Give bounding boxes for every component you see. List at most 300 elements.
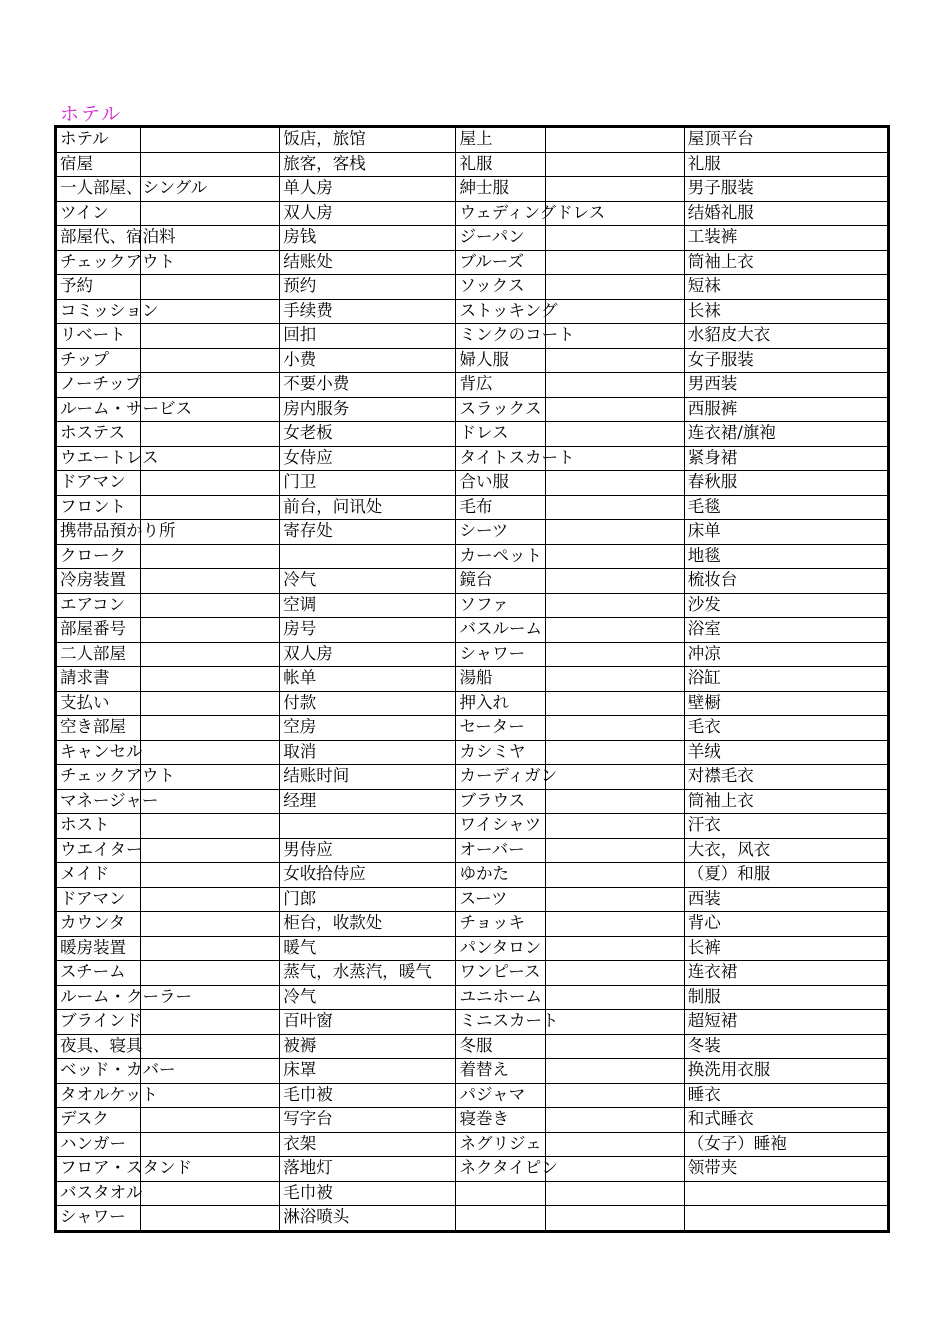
chinese-term: 浴室 [684, 618, 888, 643]
chinese-term: 门郎 [280, 887, 456, 912]
chinese-term: 制服 [684, 985, 888, 1010]
chinese-term: 梳妆台 [684, 569, 888, 594]
chinese-term: 床罩 [280, 1059, 456, 1084]
table-row [56, 226, 889, 251]
chinese-term: 短袜 [684, 275, 888, 300]
table-row [56, 1181, 889, 1206]
spacer-cell [141, 1010, 280, 1035]
japanese-term: カシミヤ [456, 740, 545, 765]
japanese-term: 紳士服 [456, 177, 545, 202]
japanese-term: ウェディングドレス [456, 201, 545, 226]
japanese-term: 礼服 [456, 152, 545, 177]
chinese-term: 冲凉 [684, 642, 888, 667]
japanese-term: ワイシャツ [456, 814, 545, 839]
chinese-term: 空房 [280, 716, 456, 741]
japanese-term: 押入れ [456, 691, 545, 716]
spacer-cell [141, 667, 280, 692]
chinese-term: 双人房 [280, 201, 456, 226]
japanese-term: シーツ [456, 520, 545, 545]
japanese-term: タイトスカート [456, 446, 545, 471]
spacer-cell [545, 544, 684, 569]
spacer-cell [545, 863, 684, 888]
japanese-term: メイド [56, 863, 141, 888]
japanese-term: ミニスカート [456, 1010, 545, 1035]
chinese-term: 长袜 [684, 299, 888, 324]
japanese-term: クローク [56, 544, 141, 569]
spacer-cell [545, 765, 684, 790]
spacer-cell [545, 226, 684, 251]
japanese-term: 婦人服 [456, 348, 545, 373]
japanese-term: チェックアウト [56, 250, 141, 275]
japanese-term: 暖房装置 [56, 936, 141, 961]
chinese-term: 紧身裙 [684, 446, 888, 471]
table-row [56, 569, 889, 594]
chinese-term: 帐单 [280, 667, 456, 692]
vocabulary-table [54, 125, 890, 1233]
spacer-cell [141, 471, 280, 496]
japanese-term: バスルーム [456, 618, 545, 643]
japanese-term: ルーム・クーラー [56, 985, 141, 1010]
table-row [56, 814, 889, 839]
japanese-term: 冷房装置 [56, 569, 141, 594]
japanese-term: ブルーズ [456, 250, 545, 275]
chinese-term: 汗衣 [684, 814, 888, 839]
japanese-term: ホスト [56, 814, 141, 839]
chinese-term: 前台，问讯处 [280, 495, 456, 520]
japanese-term: 鏡台 [456, 569, 545, 594]
chinese-term: 手续费 [280, 299, 456, 324]
spacer-cell [141, 716, 280, 741]
japanese-term: ソックス [456, 275, 545, 300]
japanese-term: パンタロン [456, 936, 545, 961]
japanese-term: 宿屋 [56, 152, 141, 177]
chinese-term: 房号 [280, 618, 456, 643]
japanese-term: キャンセル [56, 740, 141, 765]
chinese-term: 结婚礼服 [684, 201, 888, 226]
chinese-term [280, 544, 456, 569]
table-row [56, 250, 889, 275]
japanese-term: ネグリジェ [456, 1132, 545, 1157]
chinese-term: 饭店，旅馆 [280, 127, 456, 153]
chinese-term: 双人房 [280, 642, 456, 667]
table-row [56, 127, 889, 153]
japanese-term: チェックアウト [56, 765, 141, 790]
chinese-term: 落地灯 [280, 1157, 456, 1182]
japanese-term [456, 1181, 545, 1206]
spacer-cell [545, 961, 684, 986]
table-row [56, 618, 889, 643]
chinese-term: 女侍应 [280, 446, 456, 471]
spacer-cell [141, 863, 280, 888]
spacer-cell [141, 544, 280, 569]
spacer-cell [545, 1010, 684, 1035]
spacer-cell [141, 1181, 280, 1206]
chinese-term: 单人房 [280, 177, 456, 202]
table-row [56, 177, 889, 202]
table-row [56, 324, 889, 349]
chinese-term: 结账时间 [280, 765, 456, 790]
chinese-term: 西服裤 [684, 397, 888, 422]
japanese-term: ゆかた [456, 863, 545, 888]
chinese-term: 筒袖上衣 [684, 789, 888, 814]
spacer-cell [545, 177, 684, 202]
japanese-term: ブラウス [456, 789, 545, 814]
chinese-term: 女老板 [280, 422, 456, 447]
japanese-term: ブラインド [56, 1010, 141, 1035]
japanese-term: バスタオル [56, 1181, 141, 1206]
chinese-term: 房钱 [280, 226, 456, 251]
japanese-term: ジーパン [456, 226, 545, 251]
spacer-cell [545, 1181, 684, 1206]
chinese-term: 毛毯 [684, 495, 888, 520]
chinese-term: 连衣裙 [684, 961, 888, 986]
table-row [56, 495, 889, 520]
spacer-cell [545, 1083, 684, 1108]
spacer-cell [545, 250, 684, 275]
japanese-term: ウエートレス [56, 446, 141, 471]
spacer-cell [141, 569, 280, 594]
table-row [56, 275, 889, 300]
japanese-term: スチーム [56, 961, 141, 986]
table-row [56, 373, 889, 398]
japanese-term: 部屋番号 [56, 618, 141, 643]
table-row [56, 471, 889, 496]
japanese-term: ツイン [56, 201, 141, 226]
japanese-term: エアコン [56, 593, 141, 618]
spacer-cell [545, 569, 684, 594]
spacer-cell [141, 1083, 280, 1108]
chinese-term: 寄存处 [280, 520, 456, 545]
chinese-term: 春秋服 [684, 471, 888, 496]
chinese-term: 蒸气，水蒸汽，暖气 [280, 961, 456, 986]
spacer-cell [141, 422, 280, 447]
japanese-term: ベッド・カバー [56, 1059, 141, 1084]
chinese-term: 衣架 [280, 1132, 456, 1157]
spacer-cell [141, 299, 280, 324]
table-row [56, 1034, 889, 1059]
spacer-cell [141, 373, 280, 398]
japanese-term: ハンガー [56, 1132, 141, 1157]
table-row [56, 912, 889, 937]
japanese-term [456, 1206, 545, 1232]
spacer-cell [545, 520, 684, 545]
spacer-cell [545, 348, 684, 373]
japanese-term: 請求書 [56, 667, 141, 692]
japanese-term: スーツ [456, 887, 545, 912]
spacer-cell [141, 961, 280, 986]
spacer-cell [545, 1206, 684, 1232]
spacer-cell [545, 397, 684, 422]
japanese-term: 予約 [56, 275, 141, 300]
japanese-term: チップ [56, 348, 141, 373]
spacer-cell [141, 201, 280, 226]
spacer-cell [545, 1132, 684, 1157]
japanese-term: コミッション [56, 299, 141, 324]
japanese-term: フロント [56, 495, 141, 520]
chinese-term: 长裤 [684, 936, 888, 961]
japanese-term: カーディガン [456, 765, 545, 790]
spacer-cell [141, 446, 280, 471]
chinese-term: 床单 [684, 520, 888, 545]
chinese-term: 冷气 [280, 569, 456, 594]
chinese-term: 水貂皮大衣 [684, 324, 888, 349]
japanese-term: デスク [56, 1108, 141, 1133]
chinese-term [684, 1181, 888, 1206]
table-row [56, 422, 889, 447]
chinese-term: 门卫 [280, 471, 456, 496]
japanese-term: 屋上 [456, 127, 545, 153]
chinese-term: 男侍应 [280, 838, 456, 863]
japanese-term: ユニホーム [456, 985, 545, 1010]
japanese-term: カウンタ [56, 912, 141, 937]
spacer-cell [545, 667, 684, 692]
japanese-term: カーペット [456, 544, 545, 569]
chinese-term: 女收拾侍应 [280, 863, 456, 888]
chinese-term: 筒袖上衣 [684, 250, 888, 275]
spacer-cell [545, 642, 684, 667]
spacer-cell [545, 985, 684, 1010]
japanese-term: セーター [456, 716, 545, 741]
spacer-cell [545, 275, 684, 300]
chinese-term: 大衣，风衣 [684, 838, 888, 863]
table-row [56, 520, 889, 545]
japanese-term: オーバー [456, 838, 545, 863]
spacer-cell [141, 495, 280, 520]
table-row [56, 1059, 889, 1084]
chinese-term: 浴缸 [684, 667, 888, 692]
chinese-term: 毛巾被 [280, 1083, 456, 1108]
spacer-cell [545, 838, 684, 863]
japanese-term: ワンピース [456, 961, 545, 986]
japanese-term: ネクタイピン [456, 1157, 545, 1182]
chinese-term: 礼服 [684, 152, 888, 177]
japanese-term: ウエイター [56, 838, 141, 863]
chinese-term: 冷气 [280, 985, 456, 1010]
spacer-cell [141, 838, 280, 863]
spacer-cell [545, 373, 684, 398]
japanese-term: ストッキング [456, 299, 545, 324]
spacer-cell [141, 348, 280, 373]
spacer-cell [545, 471, 684, 496]
table-row [56, 667, 889, 692]
japanese-term: 合い服 [456, 471, 545, 496]
chinese-term: 男西装 [684, 373, 888, 398]
japanese-term: ソファ [456, 593, 545, 618]
chinese-term: 毛衣 [684, 716, 888, 741]
chinese-term: 羊绒 [684, 740, 888, 765]
spacer-cell [141, 887, 280, 912]
japanese-term: 部屋代、宿泊料 [56, 226, 141, 251]
chinese-term: 壁橱 [684, 691, 888, 716]
japanese-term: 携帯品預かり所 [56, 520, 141, 545]
table-row [56, 716, 889, 741]
table-row [56, 152, 889, 177]
chinese-term: 回扣 [280, 324, 456, 349]
japanese-term: 着替え [456, 1059, 545, 1084]
chinese-term: 写字台 [280, 1108, 456, 1133]
table-row [56, 201, 889, 226]
spacer-cell [141, 912, 280, 937]
chinese-term: 超短裙 [684, 1010, 888, 1035]
spacer-cell [141, 1108, 280, 1133]
table-row [56, 691, 889, 716]
chinese-term: 预约 [280, 275, 456, 300]
spacer-cell [545, 912, 684, 937]
table-row [56, 789, 889, 814]
table-row [56, 765, 889, 790]
chinese-term: 付款 [280, 691, 456, 716]
chinese-term: 空调 [280, 593, 456, 618]
japanese-term: パジャマ [456, 1083, 545, 1108]
spacer-cell [141, 618, 280, 643]
table-row [56, 1206, 889, 1232]
japanese-term: 毛布 [456, 495, 545, 520]
japanese-term: 空き部屋 [56, 716, 141, 741]
spacer-cell [545, 422, 684, 447]
chinese-term: 结账处 [280, 250, 456, 275]
chinese-term: 男子服装 [684, 177, 888, 202]
chinese-term: 屋顶平台 [684, 127, 888, 153]
spacer-cell [141, 127, 280, 153]
spacer-cell [141, 642, 280, 667]
japanese-term: 湯船 [456, 667, 545, 692]
chinese-term: 领带夹 [684, 1157, 888, 1182]
chinese-term: 背心 [684, 912, 888, 937]
japanese-term: 冬服 [456, 1034, 545, 1059]
chinese-term [684, 1206, 888, 1232]
japanese-term: フロア・スタンド [56, 1157, 141, 1182]
spacer-cell [141, 814, 280, 839]
spacer-cell [141, 936, 280, 961]
japanese-term: 二人部屋 [56, 642, 141, 667]
chinese-term: 睡衣 [684, 1083, 888, 1108]
japanese-term: リベート [56, 324, 141, 349]
chinese-term: 西装 [684, 887, 888, 912]
table-row [56, 863, 889, 888]
japanese-term: 背広 [456, 373, 545, 398]
japanese-term: タオルケット [56, 1083, 141, 1108]
chinese-term: 取消 [280, 740, 456, 765]
table-row [56, 593, 889, 618]
chinese-term: 沙发 [684, 593, 888, 618]
spacer-cell [545, 716, 684, 741]
spacer-cell [141, 593, 280, 618]
table-row [56, 1083, 889, 1108]
spacer-cell [545, 127, 684, 153]
table-row [56, 348, 889, 373]
spacer-cell [545, 814, 684, 839]
spacer-cell [545, 299, 684, 324]
spacer-cell [141, 691, 280, 716]
chinese-term: 换洗用衣服 [684, 1059, 888, 1084]
spacer-cell [141, 1206, 280, 1232]
spacer-cell [545, 618, 684, 643]
spacer-cell [545, 593, 684, 618]
chinese-term: 房内服务 [280, 397, 456, 422]
chinese-term: 女子服装 [684, 348, 888, 373]
table-row [56, 740, 889, 765]
chinese-term: 柜台，收款处 [280, 912, 456, 937]
chinese-term: 和式睡衣 [684, 1108, 888, 1133]
chinese-term: 淋浴喷头 [280, 1206, 456, 1232]
table-row [56, 1010, 889, 1035]
chinese-term: 被褥 [280, 1034, 456, 1059]
japanese-term: チョッキ [456, 912, 545, 937]
spacer-cell [545, 152, 684, 177]
chinese-term: 工装裤 [684, 226, 888, 251]
spacer-cell [545, 1157, 684, 1182]
table-row [56, 446, 889, 471]
spacer-cell [545, 1108, 684, 1133]
chinese-term: 百叶窗 [280, 1010, 456, 1035]
japanese-term: ホテル [56, 127, 141, 153]
table-row [56, 642, 889, 667]
chinese-term: 旅客，客栈 [280, 152, 456, 177]
page-title: ホテル [60, 103, 123, 125]
japanese-term: シャワー [56, 1206, 141, 1232]
table-row [56, 299, 889, 324]
chinese-term: （夏）和服 [684, 863, 888, 888]
spacer-cell [141, 789, 280, 814]
table-row [56, 961, 889, 986]
spacer-cell [545, 740, 684, 765]
table-row [56, 887, 889, 912]
japanese-term: シャワー [456, 642, 545, 667]
japanese-term: 一人部屋、シングル [56, 177, 141, 202]
japanese-term: 夜具、寝具 [56, 1034, 141, 1059]
spacer-cell [545, 936, 684, 961]
spacer-cell [141, 324, 280, 349]
japanese-term: ホステス [56, 422, 141, 447]
chinese-term: 地毯 [684, 544, 888, 569]
chinese-term: 毛巾被 [280, 1181, 456, 1206]
spacer-cell [141, 740, 280, 765]
japanese-term: ノーチップ [56, 373, 141, 398]
japanese-term: 寝巻き [456, 1108, 545, 1133]
chinese-term: 暖气 [280, 936, 456, 961]
japanese-term: ドアマン [56, 887, 141, 912]
japanese-term: 支払い [56, 691, 141, 716]
chinese-term: 连衣裙/旗袍 [684, 422, 888, 447]
table-row [56, 397, 889, 422]
spacer-cell [141, 1034, 280, 1059]
table-row [56, 1132, 889, 1157]
spacer-cell [545, 789, 684, 814]
chinese-term: 对襟毛衣 [684, 765, 888, 790]
spacer-cell [545, 1059, 684, 1084]
spacer-cell [141, 152, 280, 177]
chinese-term: 冬装 [684, 1034, 888, 1059]
japanese-term: ルーム・サービス [56, 397, 141, 422]
chinese-term: 经理 [280, 789, 456, 814]
japanese-term: ドレス [456, 422, 545, 447]
spacer-cell [545, 691, 684, 716]
japanese-term: マネージャー [56, 789, 141, 814]
table-row [56, 838, 889, 863]
japanese-term: ドアマン [56, 471, 141, 496]
chinese-term [280, 814, 456, 839]
spacer-cell [545, 887, 684, 912]
table-row [56, 1108, 889, 1133]
table-row [56, 1157, 889, 1182]
chinese-term: （女子）睡袍 [684, 1132, 888, 1157]
table-row [56, 544, 889, 569]
spacer-cell [141, 1132, 280, 1157]
japanese-term: ミンクのコート [456, 324, 545, 349]
spacer-cell [141, 275, 280, 300]
table-row [56, 936, 889, 961]
chinese-term: 小费 [280, 348, 456, 373]
